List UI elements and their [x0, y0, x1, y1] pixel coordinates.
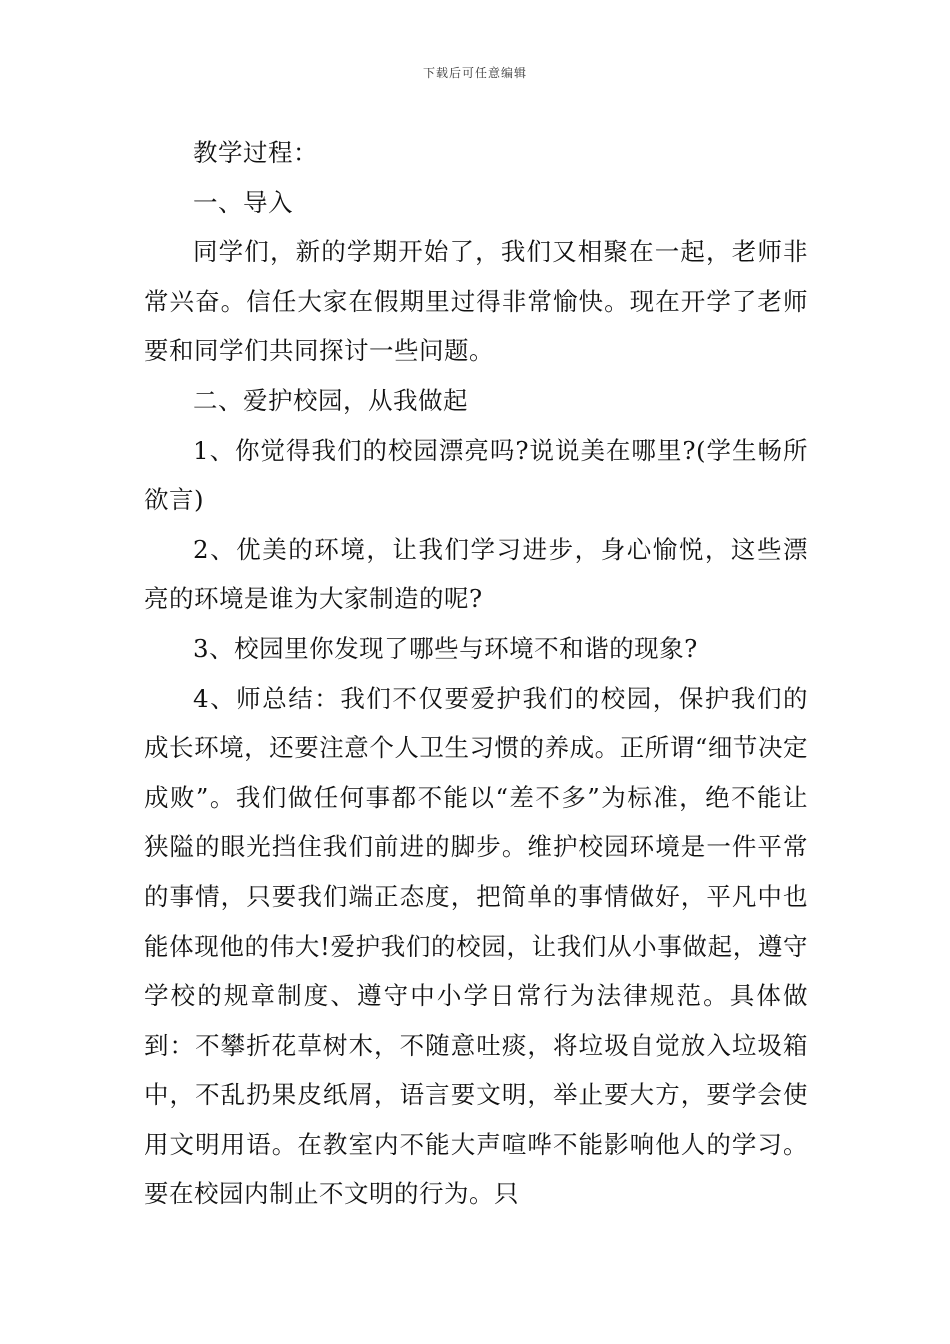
header-note: 下载后可任意编辑 [422, 66, 527, 80]
list-item-4-summary: 4、师总结：我们不仅要爱护我们的校园，保护我们的成长环境，还要注意个人卫生习惯的养成。正所谓“细节决定成败”。我们做任何事都不能以“差不多”为标准，绝不能让狭隘的眼光挡住我们前进的脚步。维护校园环境是一件平常的事情，只要我们端正态度，把简单的事情做好，平凡中也能体现他的伟大!爱护我们的校园，让我们从小事做起，遵守学校的规章制度、遵守中小学日常行为法律规范。具体做到：不攀折花草树木，不随意吐痰，将垃圾自觉放入垃圾箱中，不乱扔果皮纸屑，语言要文明，举止要大方，要学会使用文明用语。在教室内不能大声喧哗不能影响他人的学习。要在校园内制止不文明的行为。只 [144, 683, 808, 1209]
section-heading-care-campus: 二、爱护校园，从我做起 [193, 385, 468, 415]
section-heading-introduction: 一、导入 [193, 187, 293, 217]
document-body [144, 128, 808, 1219]
section-heading-teaching-process: 教学过程： [193, 138, 318, 167]
list-item-3: 3、校园里你发现了哪些与环境不和谐的现象? [193, 633, 698, 663]
list-item-2: 2、优美的环境，让我们学习进步，身心愉悦，这些漂亮的环境是谁为大家制造的呢? [144, 534, 808, 614]
paragraph-introduction: 同学们，新的学期开始了，我们又相聚在一起，老师非常兴奋。信任大家在假期里过得非常愉快。现在开学了老师要和同学们共同探讨一些问题。 [144, 237, 808, 366]
list-item-1: 1、你觉得我们的校园漂亮吗?说说美在哪里?(学生畅所欲言) [144, 435, 808, 515]
